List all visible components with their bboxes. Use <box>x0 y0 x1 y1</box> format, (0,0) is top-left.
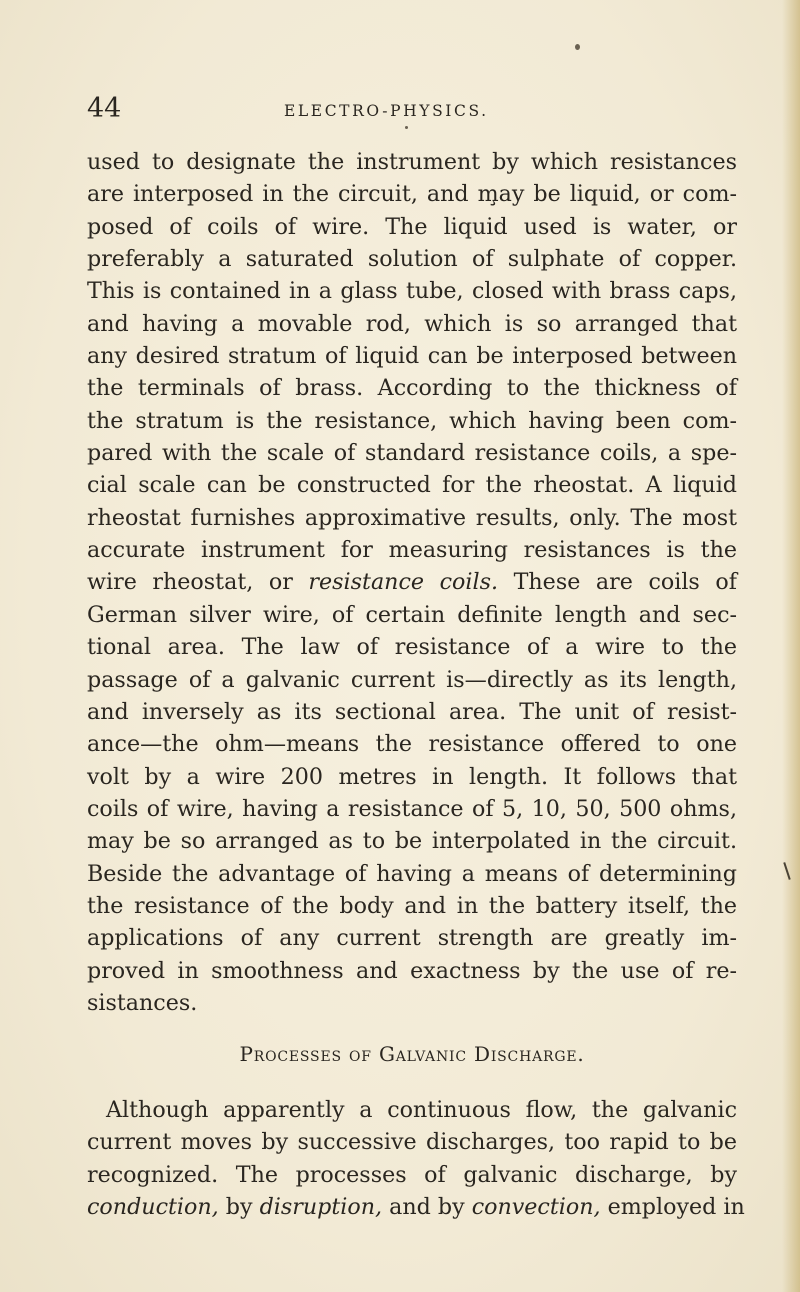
text-line <box>87 211 737 243</box>
text-span: and having a movable rod, which is so arranged that <box>87 310 737 337</box>
text-line <box>87 437 737 469</box>
text-span: are interposed in the circuit, and m̧ay be liquid, or com- <box>87 181 737 208</box>
text-span: ance—the ohm—means the resistance offered to one <box>87 731 737 758</box>
text-line <box>87 469 737 501</box>
text-line <box>87 308 737 340</box>
text-line <box>87 372 737 404</box>
text-span: pared with the scale of standard resistance coils, a spe- <box>87 440 737 467</box>
text-span: recognized. The processes of galvanic discharge, by <box>87 1161 737 1188</box>
paper-speck <box>405 126 408 129</box>
text-span: proved in smoothness and exactness by the use of re- <box>87 957 737 984</box>
text-line <box>87 922 737 954</box>
text-span: employed in <box>600 1194 745 1221</box>
text-line <box>87 1191 745 1223</box>
text-line <box>87 696 737 728</box>
text-line <box>87 631 737 663</box>
running-head <box>87 94 707 130</box>
text-span: the stratum is the resistance, which having been com- <box>87 407 737 434</box>
text-line <box>87 858 737 890</box>
page-edge-shadow <box>782 0 800 1292</box>
paragraph-galvanic-discharge <box>87 1094 745 1223</box>
text-line <box>87 146 737 178</box>
text-line <box>87 1126 737 1158</box>
text-span: posed of coils of wire. The liquid used is water, or <box>87 213 737 240</box>
page-number: 44 <box>87 93 122 124</box>
text-line <box>87 243 737 275</box>
paragraph-resistance-coils <box>87 146 737 1019</box>
text-line <box>87 599 737 631</box>
text-span: This is contained in a glass tube, closed with brass caps, <box>87 278 737 305</box>
running-title: ELECTRO-PHYSICS. <box>284 102 489 120</box>
text-span: tional area. The law of resistance of a wire to the <box>87 634 737 661</box>
text-span: the resistance of the body and in the battery itself, the <box>87 892 737 919</box>
text-span: Although apparently a continuous flow, the galvanic <box>106 1097 737 1123</box>
text-line <box>87 534 737 566</box>
text-span: by <box>218 1194 260 1221</box>
text-line <box>87 1094 737 1126</box>
text-line <box>87 275 737 307</box>
text-span: may be so arranged as to be interpolated in the circuit. <box>87 828 737 855</box>
text-line <box>87 1159 737 1191</box>
text-span: preferably a saturated solution of sulphate of copper. <box>87 246 737 273</box>
text-span: and by <box>382 1194 472 1221</box>
text-line <box>87 178 737 210</box>
text-line <box>87 340 737 372</box>
text-line <box>87 566 737 598</box>
text-span: current moves by successive discharges, too rapid to be <box>87 1129 737 1156</box>
text-line <box>87 825 737 857</box>
text-line <box>87 987 737 1019</box>
text-span: and inversely as its sectional area. The unit of resist- <box>87 698 737 725</box>
paper-speck <box>575 44 580 50</box>
text-line <box>87 761 737 793</box>
text-span: sistances. <box>87 989 198 1016</box>
text-line <box>87 955 737 987</box>
text-span: accurate instrument for measuring resistances is the <box>87 537 737 564</box>
italic-text: disruption, <box>259 1194 383 1221</box>
text-span: rheostat furnishes approximative results, only. The most <box>87 504 737 531</box>
text-line <box>87 405 737 437</box>
text-span: any desired stratum of liquid can be interposed between <box>87 343 737 370</box>
text-span: German silver wire, of certain definite length and sec- <box>87 601 737 628</box>
text-span: coils of wire, having a resistance of 5, 10, 50, 500 ohms, <box>87 795 737 822</box>
text-line <box>87 890 737 922</box>
section-heading: Processes of Galvanic Discharge. <box>239 1042 585 1066</box>
text-span: used to designate the instrument by which resistances <box>87 149 737 175</box>
text-span: Beside the advantage of having a means of determining <box>87 860 737 887</box>
text-span: volt by a wire 200 metres in length. It follows that <box>87 763 737 790</box>
text-line <box>87 502 737 534</box>
text-line <box>87 793 737 825</box>
italic-text: convection, <box>471 1194 601 1221</box>
text-span: These are coils of <box>498 569 737 596</box>
text-span: applications of any current strength are greatly im- <box>87 925 737 952</box>
italic-text: resistance coils. <box>308 569 499 596</box>
text-line <box>87 728 737 760</box>
text-span: the terminals of brass. According to the thickness of <box>87 375 737 402</box>
italic-text: conduction, <box>87 1194 219 1221</box>
text-span: passage of a galvanic current is—directly as its length, <box>87 666 737 693</box>
text-line <box>87 664 737 696</box>
text-span: wire rheostat, or <box>87 569 309 596</box>
text-span: cial scale can be constructed for the rheostat. A liquid <box>87 472 737 499</box>
